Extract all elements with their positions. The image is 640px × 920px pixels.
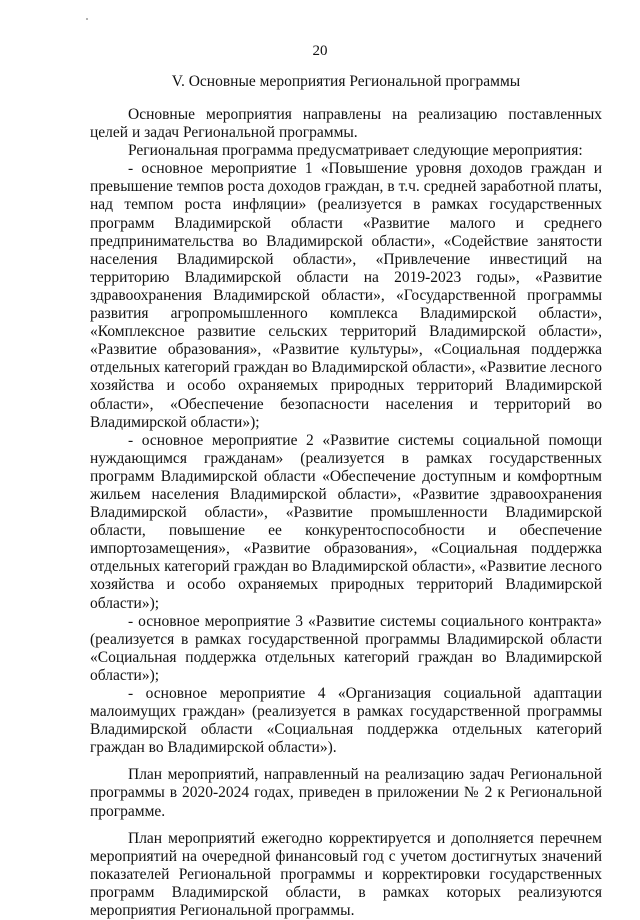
paragraph: План мероприятий, направленный на реализацию задач Региональной программы в 2020-2024 годах, приведен в приложении № 2 к Региональной программе. [90, 766, 602, 820]
section-title: V. Основные мероприятия Региональной программы [171, 73, 521, 90]
paragraph: Региональная программа предусматривает следующие мероприятия: [128, 142, 583, 160]
list-item: - основное мероприятие 4 «Организация социальной адаптации малоимущих граждан» (реализуется в рамках государственной программы Владимирской области «Социальная поддержка отдельных категорий граждан во Владимирской области»). [90, 685, 602, 757]
paragraph: Основные мероприятия направлены на реализацию поставленных целей и задач Региональной программы. [90, 106, 602, 142]
paragraph: План мероприятий ежегодно корректируется и дополняется перечнем мероприятий на очередной финансовый год с учетом достигнутых значений показателей Региональной программы и корректировки государственных программ Владимирской области, в рамках которых реализуются мероприятия Региональной программы. [90, 829, 602, 920]
page-number: 20 [312, 43, 328, 59]
list-item: - основное мероприятие 2 «Развитие системы социальной помощи нуждающимся гражданам» (реализуется в рамках государственных программ Владимирской области «Обеспечение доступным и комфортным жильем населения Владимирской области», «Развитие здравоохранения Владимирской области», «Развитие промышленности Владимирской области, повышение ее конкурентоспособности и обеспечение импортозамещения», «Развитие образования», «Социальная поддержка отдельных категорий граждан во Владимирской области», «Развитие лесного хозяйства и особо охраняемых природных территорий Владимирской области»); [90, 431, 602, 612]
list-item: - основное мероприятие 3 «Развитие системы социального контракта» (реализуется в рамках государственной программы Владимирской области «Социальная поддержка отдельных категорий граждан во Владимирской области»); [90, 612, 602, 684]
document-body [90, 106, 602, 920]
scan-artifact [86, 18, 88, 20]
list-item: - основное мероприятие 1 «Повышение уровня доходов граждан и превышение темпов роста доходов граждан, в т.ч. средней заработной платы, над темпом роста инфляции» (реализуется в рамках государственных программ Владимирской области «Развитие малого и среднего предпринимательства во Владимирской области», «Содействие занятости населения Владимирской области», «Привлечение инвестиций на территорию Владимирской области на 2019-2023 годы», «Развитие здравоохранения Владимирской области», «Государственной программы развития агропромышленного комплекса Владимирской области», «Комплексное развитие сельских территорий Владимирской области», «Развитие образования», «Развитие культуры», «Социальная поддержка отдельных категорий граждан во Владимирской области», «Развитие лесного хозяйства и особо охраняемых природных территорий Владимирской области», «Обеспечение безопасности населения и территорий во Владимирской области»); [90, 160, 602, 431]
